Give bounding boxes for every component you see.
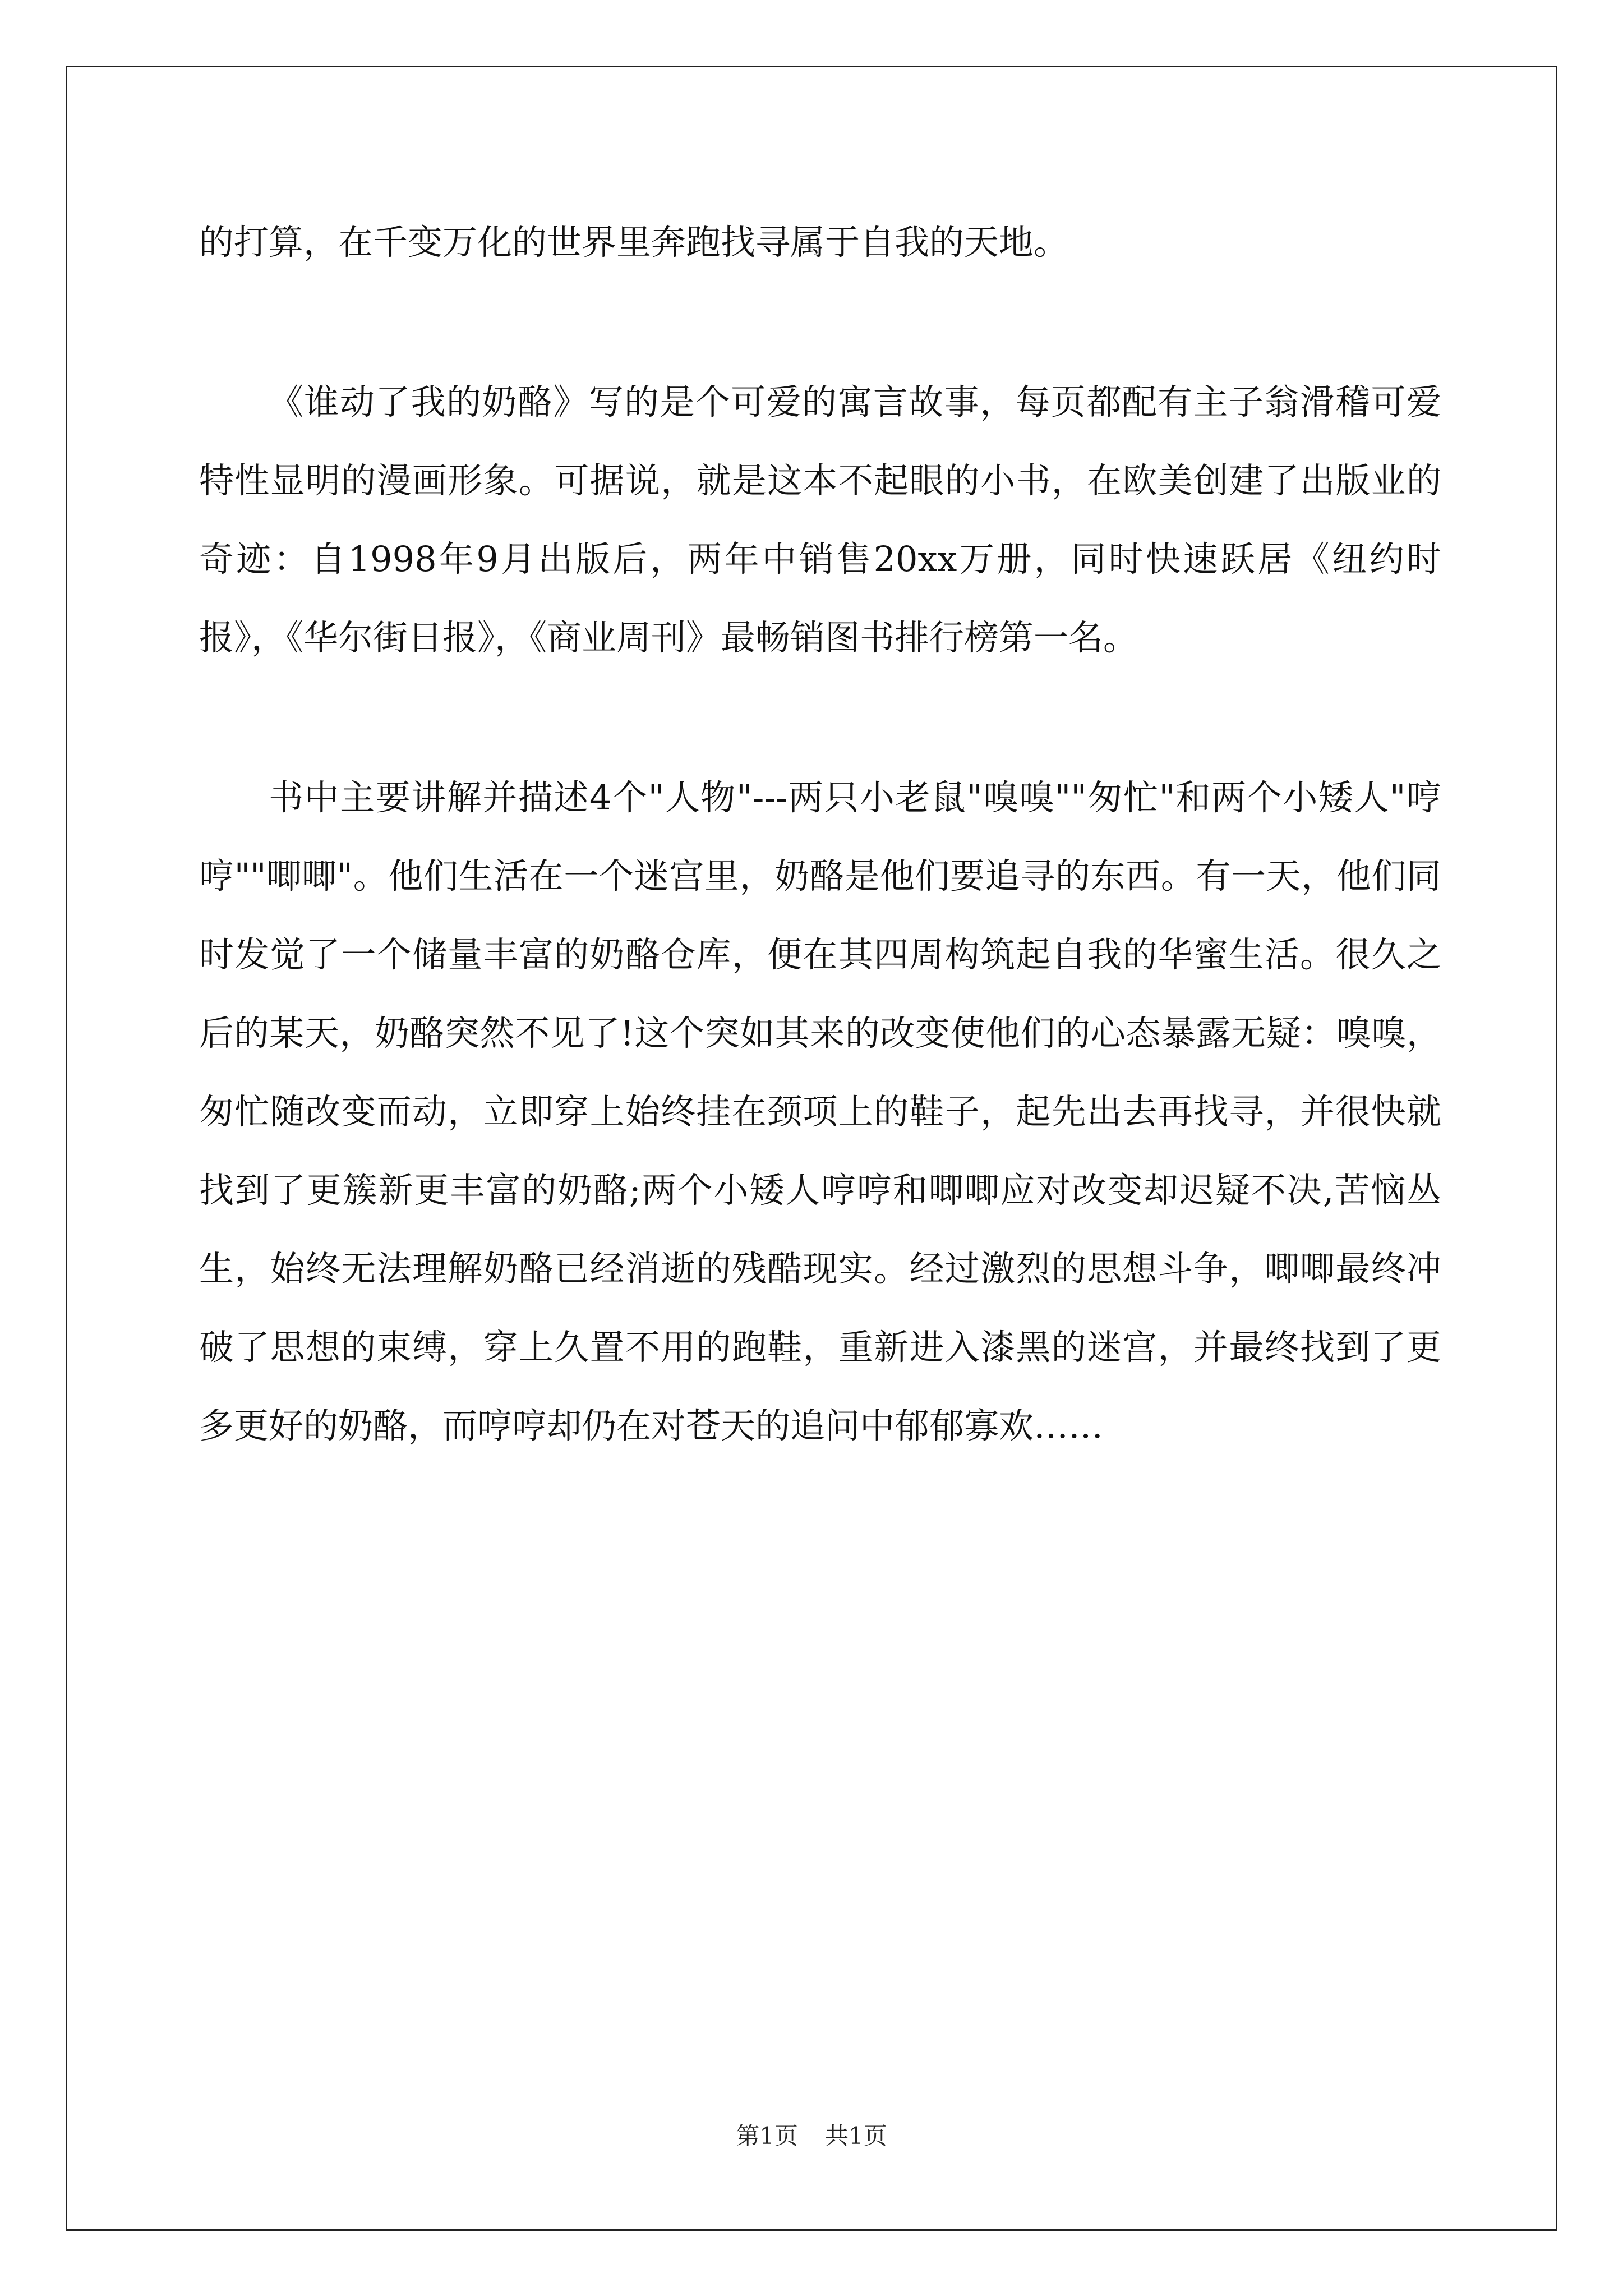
paragraph-continuation: 的打算，在千变万化的世界里奔跑找寻属于自我的天地。: [199, 222, 1069, 263]
paragraph-book-intro: 《谁动了我的奶酪》写的是个可爱的寓言故事，每页都配有主子翁滑稽可爱特性显明的漫画形象。可据说，就是这本不起眼的小书，在欧美创建了出版业的奇迹：自1998年9月出版后，两年中销售20xx万册，同时快速跃居《纽约时报》，《华尔街日报》，《商业周刊》最畅销图书排行榜第一名。: [199, 381, 1441, 658]
page-footer: [0, 2118, 1623, 2151]
page-count: 共1页: [825, 2122, 887, 2150]
paragraph-story-summary: 书中主要讲解并描述4个"人物"---两只小老鼠"嗅嗅""匆忙"和两个小矮人"哼哼""唧唧"。他们生活在一个迷宫里，奶酪是他们要追寻的东西。有一天，他们同时发觉了一个储量丰富的奶酪仓库，便在其四周构筑起自我的华蜜生活。很久之后的某天，奶酪突然不见了!这个突如其来的改变使他们的心态暴露无疑：嗅嗅，匆忙随改变而动，立即穿上始终挂在颈项上的鞋子，起先出去再找寻，并很快就找到了更簇新更丰富的奶酪;两个小矮人哼哼和唧唧应对改变却迟疑不决,苦恼丛生，始终无法理解奶酪已经消逝的残酷现实。经过激烈的思想斗争，唧唧最终冲破了思想的束缚，穿上久置不用的跑鞋，重新进入漆黑的迷宫，并最终找到了更多更好的奶酪，而哼哼却仍在对苍天的追问中郁郁寡欢……: [199, 777, 1441, 1446]
page-number: 第1页: [736, 2122, 798, 2150]
document-body: [199, 203, 1441, 1547]
